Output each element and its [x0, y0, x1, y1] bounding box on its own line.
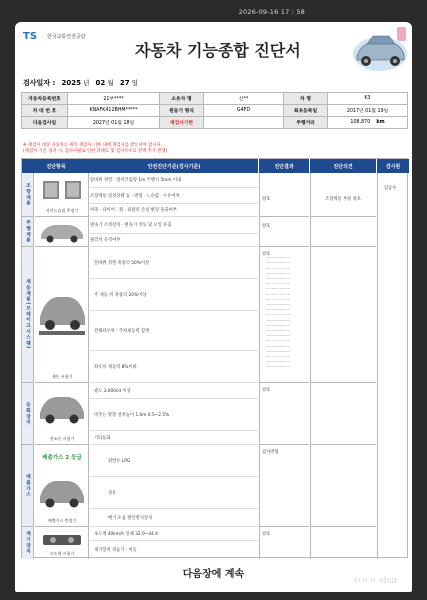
- photo-caption: 전조등 시험기: [49, 436, 75, 441]
- category-label: 계기장치: [22, 527, 34, 559]
- criteria-cell: [90, 173, 258, 217]
- car-illustration-icon: [351, 24, 409, 74]
- photo-caption: 속도계 시험기: [49, 551, 75, 556]
- table-row: [22, 93, 408, 105]
- result-cell: 양호: [259, 217, 309, 247]
- grid-header: 검사원: [377, 159, 409, 173]
- inspection-month: 02: [95, 79, 106, 87]
- criteria-text: 변속기 조정장치 · 변속기 작동 및 오일 유출: [90, 223, 172, 228]
- ts-logo-icon: TS: [23, 31, 38, 42]
- year-unit: 년: [83, 79, 90, 87]
- category-label: 배출가스: [22, 445, 34, 527]
- opinion-cell: [310, 217, 376, 247]
- document-page: [15, 22, 412, 592]
- result-cell: 양호: [259, 173, 309, 217]
- photo-caption: 배출가스 측정기: [47, 518, 77, 523]
- brake-tester-icon: [35, 247, 89, 357]
- photo-caption: 사이드슬립 측정기: [45, 208, 79, 213]
- month-unit: 월: [107, 79, 114, 87]
- opinion-cell: [310, 445, 376, 527]
- criteria-text: 기타등화: [94, 435, 111, 441]
- grid-header: 진단의견: [310, 159, 376, 173]
- grid-header: 안전진단기준(검사기준): [90, 159, 258, 173]
- page-title: 자동차 기능종합 진단서: [135, 41, 301, 60]
- table-cell: 차 명: [284, 93, 328, 105]
- table-cell: [328, 117, 408, 129]
- table-row: [22, 117, 408, 129]
- result-cell: 양호: [259, 383, 309, 445]
- criteria-cell: [90, 383, 258, 445]
- category-label: 제동계통(브레이크시스템): [22, 247, 34, 383]
- criteria-text: 주 제동 뒤 축중의 20%이상: [94, 292, 147, 298]
- criteria-text: 휘발유 LPG: [108, 458, 131, 464]
- criteria-text: 앞바퀴 정렬 축중의 50%이상: [94, 260, 150, 266]
- table-cell: 원동기 형식: [160, 105, 204, 117]
- criteria-text: 차축 · 타이어 · 휠 · 외관의 손상 변형 돌출여부: [90, 208, 177, 213]
- table-cell: 2027년 01월 18일: [68, 117, 160, 129]
- criteria-text: 속도계 40km/h 일때 32.0~44.4: [94, 531, 158, 537]
- inspection-day: 27: [119, 79, 130, 87]
- table-row: [22, 105, 408, 117]
- photo-caption: 제동 시험기: [51, 374, 73, 379]
- result-cell: 검사방법: [259, 445, 309, 527]
- vehicle-info-table: [21, 92, 408, 129]
- criteria-text: 비추는 방향 설치높이 1.0m 0.5~2.5%: [94, 412, 170, 418]
- section-photo: [35, 247, 89, 383]
- speedometer-tester-icon: [35, 527, 89, 551]
- org-name: 한국교통안전공단: [47, 34, 86, 40]
- opinion-cell: [310, 527, 376, 559]
- table-cell: 다음검사일: [22, 117, 68, 129]
- table-cell: 자동차등록번호: [22, 93, 68, 105]
- opinion-cell: [310, 247, 376, 383]
- mileage-value: 108,870: [350, 120, 371, 125]
- mileage-unit: km: [376, 120, 385, 125]
- day-unit: 일: [131, 79, 138, 87]
- section-photo: [35, 383, 89, 445]
- table-cell: 소유자 명: [160, 93, 204, 105]
- document-header: [15, 22, 412, 74]
- table-cell: 21부****: [68, 93, 160, 105]
- opinion-cell: 조향계통 부분 양호: [310, 173, 376, 217]
- inspection-year: 2025: [61, 79, 81, 87]
- diagnosis-grid: [21, 158, 408, 558]
- inspector-cell: 임동수: [377, 173, 409, 217]
- criteria-cell: [90, 247, 258, 383]
- car-icon: [35, 217, 89, 245]
- category-label: 조향계통: [22, 173, 34, 217]
- table-cell: G4FD: [204, 105, 284, 117]
- result-cell: [259, 247, 309, 383]
- top-bar: [0, 0, 427, 22]
- criteria-text: 계기장치 경음기 · 미등: [94, 548, 137, 553]
- category-label: 주행계통: [22, 217, 34, 247]
- decorative-dots: ····················· ····················· ····················· ····················· ····················· ····················· ····················· ····················· ····················· ····················· ····················· ····················· ····················· ····················· ····················· ····················· ····················· ····················· ····················· ····················· ····················· ·····················: [266, 256, 290, 370]
- result-cell: 양호: [259, 527, 309, 559]
- section-photo: [35, 173, 89, 217]
- criteria-cell: [90, 527, 258, 559]
- section-photo: [35, 527, 89, 559]
- criteria-text: 앞바퀴 정렬 · 옆미끄럼량 1m 주행시 5mm 이내: [90, 178, 182, 183]
- side-slip-tester-icon: [35, 173, 89, 207]
- table-cell: KNAFK412BHM*****: [68, 105, 160, 117]
- opinion-cell: [310, 383, 376, 445]
- criteria-text: 배기 소음 발산방지장치: [108, 515, 153, 521]
- criteria-text: 좌우차 제동력 8%이하: [94, 364, 137, 370]
- criteria-cell: [90, 217, 258, 247]
- section-photo: [35, 217, 89, 247]
- table-cell: K3: [328, 93, 408, 105]
- inspection-date: [23, 78, 138, 88]
- category-label: 등화장치: [22, 383, 34, 445]
- section-photo: [35, 445, 89, 527]
- notes: [23, 143, 167, 155]
- continue-text: 다음장에 계속: [182, 569, 245, 580]
- table-cell: 신**: [204, 93, 284, 105]
- criteria-text: 경유: [108, 490, 117, 496]
- table-cell: 주행거리: [284, 117, 328, 129]
- inspection-date-label: 검사일자 :: [23, 79, 56, 87]
- table-cell: 2017년 01월 19일: [328, 105, 408, 117]
- inspector-column: [377, 217, 409, 559]
- grid-header: 진단항목: [22, 159, 90, 173]
- table-cell: 차 대 번 호: [22, 105, 68, 117]
- headlight-tester-icon: [35, 383, 89, 431]
- timestamp: 2026-09-16 17 : 58: [238, 8, 305, 16]
- emission-grade-badge: 배출가스 2 등급: [42, 455, 82, 461]
- note-line: (재검사 기간 경과 시, 검사미필로 인한 과태료 및 검사수수료 전액 추가 발생): [23, 149, 168, 154]
- table-cell: 재검사기한: [160, 117, 204, 129]
- criteria-text: 전체좌우차 · 주차제동력 합계: [94, 328, 150, 334]
- note-line: ※ 재검사 대상 자동차는 위의 재검사 기한 내에 재검사를 받으셔야 합니다.: [23, 143, 162, 148]
- table-cell: 최초등록일: [284, 105, 328, 117]
- criteria-text: 클러치 유격여부: [90, 238, 121, 243]
- table-cell: [204, 117, 284, 129]
- criteria-text: 광도 3,000cd 이상: [94, 388, 131, 394]
- criteria-cell: [90, 445, 258, 527]
- watermark: ㅂㅂㅂ ebur: [353, 576, 398, 585]
- grid-header: 진단결과: [259, 159, 309, 173]
- criteria-text: 조향계통 설치상태 등 · 변형 · 느슨함 · 누유여부: [90, 193, 180, 199]
- result-text: 양호: [262, 252, 271, 257]
